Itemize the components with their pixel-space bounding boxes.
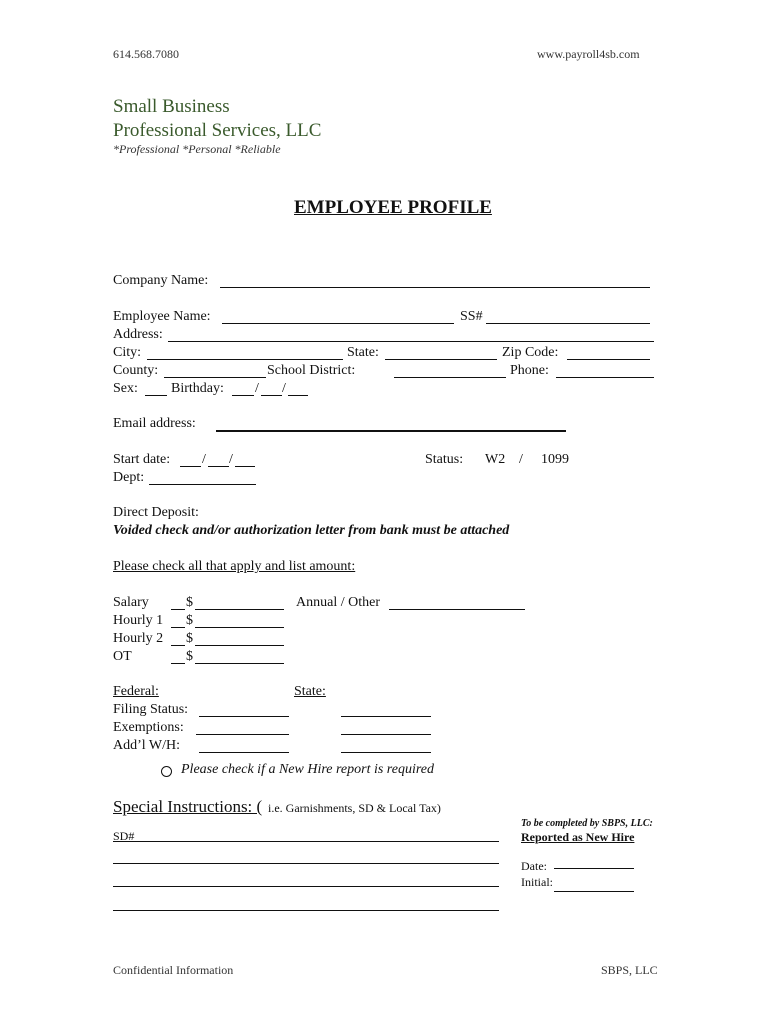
city-field[interactable] [147,359,343,360]
state-filing-status-field[interactable] [341,716,431,717]
page-title: EMPLOYEE PROFILE [294,197,492,218]
phone-label: Phone: [510,363,549,378]
dept-label: Dept: [113,470,145,485]
special-instructions-heading: Special Instructions: ( [113,797,263,816]
hourly1-label: Hourly 1 [113,613,164,628]
hourly2-checkbox[interactable] [171,645,185,646]
address-label: Address: [113,327,163,342]
state-field[interactable] [385,359,497,360]
footer-company: SBPS, LLC [601,963,658,977]
state-addl-wh-field[interactable] [341,752,431,753]
check-all-heading: Please check all that apply and list amount: [113,559,356,574]
birthday-slash: / [255,381,259,396]
status-w2-option[interactable]: W2 [485,452,506,467]
ssn-label: SS# [460,309,483,324]
school-district-field[interactable] [394,377,506,378]
birthday-day-field[interactable] [261,395,282,396]
state-exemptions-field[interactable] [341,734,431,735]
ot-checkbox[interactable] [171,663,185,664]
special-instructions-line[interactable] [113,863,499,864]
hourly2-dollar: $ [186,631,193,646]
company-name-line1: Small Business [113,96,230,117]
ot-dollar: $ [186,649,193,664]
ot-amount-field[interactable] [195,663,284,664]
ot-label: OT [113,649,132,664]
date-label: Date: [521,859,547,873]
start-day-field[interactable] [208,466,229,467]
company-name-label: Company Name: [113,273,209,288]
employee-name-field[interactable] [222,323,454,324]
initial-label: Initial: [521,875,553,889]
addl-wh-label: Add’l W/H: [113,738,181,753]
start-year-field[interactable] [235,466,255,467]
status-separator: / [519,452,523,467]
dept-field[interactable] [149,484,256,485]
state-label: State: [347,345,379,360]
birthday-year-field[interactable] [288,395,308,396]
sex-label: Sex: [113,381,138,396]
federal-exemptions-field[interactable] [196,734,289,735]
start-date-slash: / [202,452,206,467]
salary-amount-field[interactable] [195,609,284,610]
employee-name-label: Employee Name: [113,309,211,324]
status-1099-option[interactable]: 1099 [541,452,569,467]
direct-deposit-label: Direct Deposit: [113,505,199,520]
city-label: City: [113,345,142,360]
voided-check-note: Voided check and/or authorization letter from bank must be attached [113,523,510,538]
sex-field[interactable] [145,395,167,396]
hourly2-amount-field[interactable] [195,645,284,646]
start-date-label: Start date: [113,452,171,467]
school-district-label: School District: [267,363,356,378]
phone-field[interactable] [556,377,654,378]
annual-other-field[interactable] [389,609,525,610]
county-label: County: [113,363,159,378]
zip-field[interactable] [567,359,650,360]
email-field[interactable] [216,430,566,432]
footer-confidential: Confidential Information [113,963,234,977]
hourly2-label: Hourly 2 [113,631,164,646]
address-field[interactable] [168,341,654,342]
tagline: *Professional *Personal *Reliable [113,142,281,156]
salary-dollar: $ [186,595,193,610]
company-name-field[interactable] [220,287,650,288]
salary-label: Salary [113,595,149,610]
hourly1-checkbox[interactable] [171,627,185,628]
ssn-field[interactable] [486,323,650,324]
status-label: Status: [425,452,464,467]
special-instructions-line[interactable] [113,910,499,911]
federal-filing-status-field[interactable] [199,716,289,717]
company-name-line2: Professional Services, LLC [113,120,322,141]
exemptions-label: Exemptions: [113,720,184,735]
birthday-slash: / [282,381,286,396]
special-instructions-line[interactable] [113,886,499,887]
hourly1-dollar: $ [186,613,193,628]
state-tax-heading: State: [294,684,326,699]
hourly1-amount-field[interactable] [195,627,284,628]
birthday-label: Birthday: [171,381,224,396]
federal-addl-wh-field[interactable] [199,752,289,753]
website: www.payroll4sb.com [537,47,640,61]
sbps-initial-field[interactable] [554,891,634,892]
sd-field[interactable] [113,841,499,842]
email-label: Email address: [113,416,196,431]
phone-number: 614.568.7080 [113,47,179,61]
filing-status-label: Filing Status: [113,702,189,717]
salary-checkbox[interactable] [171,609,185,610]
special-instructions-note: i.e. Garnishments, SD & Local Tax) [268,801,441,815]
sbps-note: To be completed by SBPS, LLC: [521,818,653,829]
sd-label: SD# [113,829,135,843]
zip-label: Zip Code: [502,345,559,360]
sbps-date-field[interactable] [554,868,634,869]
annual-other-label: Annual / Other [296,595,380,610]
new-hire-radio[interactable] [161,766,172,777]
reported-new-hire: Reported as New Hire [521,830,635,844]
birthday-month-field[interactable] [232,395,254,396]
county-field[interactable] [164,377,266,378]
federal-heading: Federal: [113,684,159,699]
start-month-field[interactable] [180,466,201,467]
start-date-slash: / [229,452,233,467]
new-hire-note: Please check if a New Hire report is required [181,762,434,777]
